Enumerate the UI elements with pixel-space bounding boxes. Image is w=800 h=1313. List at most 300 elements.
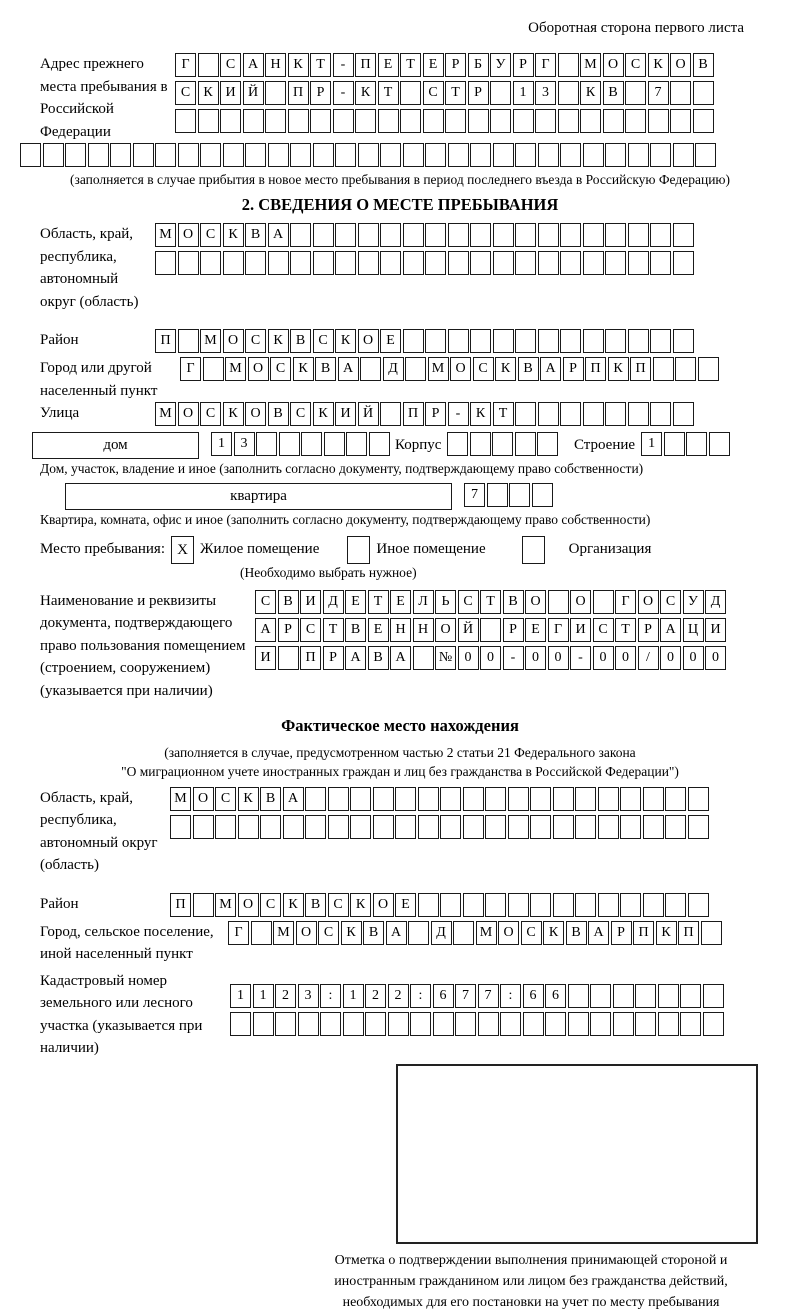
form-cell[interactable] bbox=[178, 251, 199, 275]
form-cell[interactable] bbox=[695, 143, 716, 167]
form-cell[interactable] bbox=[538, 143, 559, 167]
form-cell[interactable]: Е bbox=[395, 893, 416, 917]
form-cell[interactable]: И bbox=[255, 646, 276, 670]
form-cell[interactable]: 0 bbox=[615, 646, 636, 670]
form-cell[interactable] bbox=[278, 646, 299, 670]
form-cell[interactable]: О bbox=[238, 893, 259, 917]
form-cell[interactable] bbox=[279, 432, 300, 456]
form-cell[interactable] bbox=[493, 143, 514, 167]
form-cell[interactable] bbox=[523, 1012, 544, 1036]
form-cell[interactable] bbox=[403, 143, 424, 167]
form-cell[interactable] bbox=[335, 223, 356, 247]
form-cell[interactable]: Е bbox=[368, 618, 389, 642]
form-cell[interactable] bbox=[605, 329, 626, 353]
form-cell[interactable]: О bbox=[570, 590, 591, 614]
form-cell[interactable] bbox=[673, 402, 694, 426]
form-cell[interactable]: Т bbox=[493, 402, 514, 426]
form-cell[interactable]: Д bbox=[323, 590, 344, 614]
form-cell[interactable] bbox=[558, 81, 579, 105]
form-cell[interactable] bbox=[313, 223, 334, 247]
form-cell[interactable]: П bbox=[300, 646, 321, 670]
form-cell[interactable]: Г bbox=[548, 618, 569, 642]
form-cell[interactable]: А bbox=[283, 787, 304, 811]
form-cell[interactable] bbox=[223, 143, 244, 167]
form-cell[interactable] bbox=[455, 1012, 476, 1036]
form-cell[interactable] bbox=[328, 815, 349, 839]
form-cell[interactable]: М bbox=[200, 329, 221, 353]
form-cell[interactable] bbox=[333, 109, 354, 133]
form-cell[interactable] bbox=[688, 815, 709, 839]
form-cell[interactable] bbox=[448, 143, 469, 167]
form-cell[interactable] bbox=[658, 984, 679, 1008]
form-cell[interactable] bbox=[133, 143, 154, 167]
form-cell[interactable]: / bbox=[638, 646, 659, 670]
form-cell[interactable] bbox=[688, 893, 709, 917]
form-cell[interactable]: О bbox=[223, 329, 244, 353]
form-cell[interactable]: А bbox=[338, 357, 359, 381]
form-cell[interactable] bbox=[665, 893, 686, 917]
form-cell[interactable] bbox=[380, 402, 401, 426]
form-cell[interactable] bbox=[583, 251, 604, 275]
form-cell[interactable]: С bbox=[593, 618, 614, 642]
form-cell[interactable]: К bbox=[313, 402, 334, 426]
form-cell[interactable] bbox=[693, 109, 714, 133]
form-cell[interactable] bbox=[673, 143, 694, 167]
form-cell[interactable] bbox=[613, 984, 634, 1008]
form-cell[interactable]: С bbox=[458, 590, 479, 614]
form-cell[interactable] bbox=[701, 921, 722, 945]
form-cell[interactable]: 3 bbox=[298, 984, 319, 1008]
form-cell[interactable]: 3 bbox=[535, 81, 556, 105]
form-cell[interactable]: А bbox=[243, 53, 264, 77]
form-cell[interactable] bbox=[650, 143, 671, 167]
form-cell[interactable] bbox=[605, 143, 626, 167]
form-cell[interactable] bbox=[335, 251, 356, 275]
form-cell[interactable]: А bbox=[255, 618, 276, 642]
form-cell[interactable]: О bbox=[603, 53, 624, 77]
form-cell[interactable]: Н bbox=[265, 53, 286, 77]
form-cell[interactable] bbox=[625, 109, 646, 133]
form-cell[interactable]: М bbox=[155, 402, 176, 426]
form-cell[interactable] bbox=[245, 143, 266, 167]
form-cell[interactable]: 6 bbox=[545, 984, 566, 1008]
form-cell[interactable]: Е bbox=[423, 53, 444, 77]
form-cell[interactable] bbox=[515, 329, 536, 353]
form-cell[interactable] bbox=[380, 143, 401, 167]
form-cell[interactable]: Е bbox=[390, 590, 411, 614]
form-cell[interactable]: К bbox=[495, 357, 516, 381]
form-cell[interactable]: С bbox=[200, 223, 221, 247]
form-cell[interactable] bbox=[558, 53, 579, 77]
form-cell[interactable] bbox=[628, 143, 649, 167]
form-cell[interactable] bbox=[170, 815, 191, 839]
form-cell[interactable] bbox=[418, 815, 439, 839]
form-cell[interactable]: С bbox=[290, 402, 311, 426]
house-type-box[interactable]: дом bbox=[32, 432, 199, 459]
form-cell[interactable]: № bbox=[435, 646, 456, 670]
form-cell[interactable] bbox=[203, 357, 224, 381]
form-cell[interactable] bbox=[445, 109, 466, 133]
form-cell[interactable]: О bbox=[638, 590, 659, 614]
form-cell[interactable] bbox=[448, 329, 469, 353]
form-cell[interactable] bbox=[470, 329, 491, 353]
form-cell[interactable] bbox=[493, 251, 514, 275]
form-cell[interactable]: 1 bbox=[343, 984, 364, 1008]
form-cell[interactable]: Д bbox=[705, 590, 726, 614]
form-cell[interactable]: : bbox=[410, 984, 431, 1008]
form-cell[interactable]: Р bbox=[563, 357, 584, 381]
form-cell[interactable] bbox=[350, 815, 371, 839]
form-cell[interactable]: П bbox=[288, 81, 309, 105]
form-cell[interactable] bbox=[673, 329, 694, 353]
form-cell[interactable]: О bbox=[373, 893, 394, 917]
form-cell[interactable] bbox=[643, 893, 664, 917]
form-cell[interactable]: К bbox=[238, 787, 259, 811]
form-cell[interactable] bbox=[650, 329, 671, 353]
form-cell[interactable]: Г bbox=[180, 357, 201, 381]
form-cell[interactable] bbox=[508, 893, 529, 917]
form-cell[interactable] bbox=[223, 251, 244, 275]
form-cell[interactable] bbox=[288, 109, 309, 133]
form-cell[interactable] bbox=[686, 432, 707, 456]
form-cell[interactable] bbox=[20, 143, 41, 167]
form-cell[interactable] bbox=[343, 1012, 364, 1036]
form-cell[interactable] bbox=[538, 223, 559, 247]
form-cell[interactable]: С bbox=[625, 53, 646, 77]
form-cell[interactable] bbox=[358, 223, 379, 247]
form-cell[interactable] bbox=[653, 357, 674, 381]
form-cell[interactable]: В bbox=[368, 646, 389, 670]
form-cell[interactable] bbox=[515, 143, 536, 167]
form-cell[interactable]: В bbox=[693, 53, 714, 77]
form-cell[interactable]: 0 bbox=[458, 646, 479, 670]
form-cell[interactable] bbox=[313, 143, 334, 167]
form-cell[interactable] bbox=[598, 815, 619, 839]
form-cell[interactable] bbox=[346, 432, 367, 456]
form-cell[interactable] bbox=[448, 223, 469, 247]
form-cell[interactable] bbox=[358, 251, 379, 275]
form-cell[interactable] bbox=[703, 984, 724, 1008]
organization-checkbox[interactable] bbox=[522, 536, 545, 564]
form-cell[interactable] bbox=[440, 893, 461, 917]
form-cell[interactable] bbox=[324, 432, 345, 456]
form-cell[interactable]: С bbox=[215, 787, 236, 811]
form-cell[interactable]: В bbox=[518, 357, 539, 381]
form-cell[interactable] bbox=[215, 815, 236, 839]
form-cell[interactable] bbox=[265, 109, 286, 133]
form-cell[interactable]: О bbox=[193, 787, 214, 811]
form-cell[interactable]: 7 bbox=[648, 81, 669, 105]
form-cell[interactable] bbox=[553, 787, 574, 811]
form-cell[interactable] bbox=[243, 109, 264, 133]
form-cell[interactable]: М bbox=[273, 921, 294, 945]
form-cell[interactable]: В bbox=[305, 893, 326, 917]
form-cell[interactable] bbox=[253, 1012, 274, 1036]
form-cell[interactable]: К bbox=[350, 893, 371, 917]
form-cell[interactable] bbox=[583, 143, 604, 167]
form-cell[interactable]: В bbox=[278, 590, 299, 614]
form-cell[interactable] bbox=[688, 787, 709, 811]
form-cell[interactable]: К bbox=[223, 223, 244, 247]
form-cell[interactable] bbox=[532, 483, 553, 507]
form-cell[interactable] bbox=[673, 251, 694, 275]
form-cell[interactable]: В bbox=[245, 223, 266, 247]
form-cell[interactable]: С bbox=[270, 357, 291, 381]
form-cell[interactable] bbox=[405, 357, 426, 381]
form-cell[interactable]: У bbox=[683, 590, 704, 614]
form-cell[interactable]: П bbox=[155, 329, 176, 353]
form-cell[interactable] bbox=[423, 109, 444, 133]
form-cell[interactable] bbox=[485, 815, 506, 839]
form-cell[interactable]: 0 bbox=[705, 646, 726, 670]
form-cell[interactable] bbox=[698, 357, 719, 381]
form-cell[interactable] bbox=[650, 251, 671, 275]
form-cell[interactable] bbox=[658, 1012, 679, 1036]
form-cell[interactable]: К bbox=[543, 921, 564, 945]
form-cell[interactable] bbox=[538, 402, 559, 426]
form-cell[interactable] bbox=[388, 1012, 409, 1036]
form-cell[interactable]: К bbox=[288, 53, 309, 77]
form-cell[interactable] bbox=[425, 143, 446, 167]
form-cell[interactable]: О bbox=[525, 590, 546, 614]
form-cell[interactable] bbox=[320, 1012, 341, 1036]
form-cell[interactable]: А bbox=[386, 921, 407, 945]
form-cell[interactable]: П bbox=[403, 402, 424, 426]
form-cell[interactable] bbox=[440, 815, 461, 839]
form-cell[interactable]: Ь bbox=[435, 590, 456, 614]
form-cell[interactable] bbox=[418, 893, 439, 917]
form-cell[interactable]: - bbox=[333, 53, 354, 77]
form-cell[interactable] bbox=[408, 921, 429, 945]
form-cell[interactable]: К bbox=[293, 357, 314, 381]
form-cell[interactable]: К bbox=[355, 81, 376, 105]
form-cell[interactable]: 0 bbox=[525, 646, 546, 670]
form-cell[interactable]: С bbox=[200, 402, 221, 426]
form-cell[interactable] bbox=[178, 143, 199, 167]
form-cell[interactable]: Л bbox=[413, 590, 434, 614]
form-cell[interactable] bbox=[478, 1012, 499, 1036]
form-cell[interactable] bbox=[515, 223, 536, 247]
form-cell[interactable] bbox=[628, 329, 649, 353]
form-cell[interactable]: С bbox=[245, 329, 266, 353]
form-cell[interactable] bbox=[193, 815, 214, 839]
form-cell[interactable]: И bbox=[220, 81, 241, 105]
form-cell[interactable] bbox=[425, 223, 446, 247]
form-cell[interactable]: Й bbox=[243, 81, 264, 105]
form-cell[interactable] bbox=[290, 223, 311, 247]
form-cell[interactable]: С bbox=[318, 921, 339, 945]
form-cell[interactable] bbox=[620, 893, 641, 917]
form-cell[interactable] bbox=[290, 143, 311, 167]
form-cell[interactable] bbox=[220, 109, 241, 133]
form-cell[interactable]: 2 bbox=[275, 984, 296, 1008]
form-cell[interactable]: К bbox=[608, 357, 629, 381]
form-cell[interactable] bbox=[463, 815, 484, 839]
form-cell[interactable]: : bbox=[320, 984, 341, 1008]
form-cell[interactable]: К bbox=[341, 921, 362, 945]
form-cell[interactable]: Н bbox=[390, 618, 411, 642]
form-cell[interactable] bbox=[538, 251, 559, 275]
form-cell[interactable] bbox=[373, 815, 394, 839]
form-cell[interactable]: Р bbox=[323, 646, 344, 670]
form-cell[interactable] bbox=[643, 815, 664, 839]
form-cell[interactable]: - bbox=[333, 81, 354, 105]
form-cell[interactable] bbox=[110, 143, 131, 167]
form-cell[interactable] bbox=[593, 590, 614, 614]
form-cell[interactable] bbox=[328, 787, 349, 811]
form-cell[interactable] bbox=[433, 1012, 454, 1036]
form-cell[interactable] bbox=[598, 893, 619, 917]
form-cell[interactable] bbox=[43, 143, 64, 167]
form-cell[interactable] bbox=[468, 109, 489, 133]
form-cell[interactable] bbox=[492, 432, 513, 456]
form-cell[interactable] bbox=[583, 329, 604, 353]
form-cell[interactable]: П bbox=[585, 357, 606, 381]
form-cell[interactable] bbox=[448, 251, 469, 275]
form-cell[interactable]: А bbox=[268, 223, 289, 247]
form-cell[interactable] bbox=[378, 109, 399, 133]
form-cell[interactable] bbox=[313, 251, 334, 275]
form-cell[interactable]: О bbox=[498, 921, 519, 945]
form-cell[interactable]: 0 bbox=[548, 646, 569, 670]
form-cell[interactable]: П bbox=[355, 53, 376, 77]
form-cell[interactable] bbox=[620, 787, 641, 811]
form-cell[interactable]: О bbox=[248, 357, 269, 381]
form-cell[interactable] bbox=[500, 1012, 521, 1036]
form-cell[interactable]: В bbox=[260, 787, 281, 811]
form-cell[interactable] bbox=[490, 109, 511, 133]
form-cell[interactable] bbox=[453, 921, 474, 945]
form-cell[interactable] bbox=[530, 815, 551, 839]
form-cell[interactable]: - bbox=[448, 402, 469, 426]
form-cell[interactable] bbox=[493, 329, 514, 353]
form-cell[interactable] bbox=[560, 143, 581, 167]
form-cell[interactable] bbox=[625, 81, 646, 105]
form-cell[interactable]: Р bbox=[278, 618, 299, 642]
form-cell[interactable]: М bbox=[155, 223, 176, 247]
form-cell[interactable] bbox=[403, 329, 424, 353]
form-cell[interactable] bbox=[583, 223, 604, 247]
form-cell[interactable]: Р bbox=[425, 402, 446, 426]
form-cell[interactable] bbox=[365, 1012, 386, 1036]
form-cell[interactable]: П bbox=[678, 921, 699, 945]
form-cell[interactable] bbox=[485, 893, 506, 917]
form-cell[interactable]: Р bbox=[638, 618, 659, 642]
form-cell[interactable]: 7 bbox=[455, 984, 476, 1008]
form-cell[interactable] bbox=[425, 329, 446, 353]
form-cell[interactable] bbox=[418, 787, 439, 811]
form-cell[interactable]: О bbox=[245, 402, 266, 426]
form-cell[interactable] bbox=[515, 432, 536, 456]
form-cell[interactable] bbox=[400, 81, 421, 105]
form-cell[interactable] bbox=[605, 402, 626, 426]
form-cell[interactable] bbox=[670, 109, 691, 133]
form-cell[interactable] bbox=[575, 787, 596, 811]
form-cell[interactable]: - bbox=[503, 646, 524, 670]
form-cell[interactable]: Г bbox=[615, 590, 636, 614]
form-cell[interactable]: 7 bbox=[464, 483, 485, 507]
form-cell[interactable] bbox=[508, 787, 529, 811]
form-cell[interactable] bbox=[580, 109, 601, 133]
form-cell[interactable] bbox=[560, 223, 581, 247]
form-cell[interactable]: С bbox=[260, 893, 281, 917]
form-cell[interactable] bbox=[283, 815, 304, 839]
form-cell[interactable]: В bbox=[315, 357, 336, 381]
form-cell[interactable] bbox=[509, 483, 530, 507]
form-cell[interactable] bbox=[463, 893, 484, 917]
form-cell[interactable] bbox=[305, 787, 326, 811]
form-cell[interactable]: К bbox=[648, 53, 669, 77]
form-cell[interactable] bbox=[493, 223, 514, 247]
form-cell[interactable] bbox=[508, 815, 529, 839]
form-cell[interactable] bbox=[256, 432, 277, 456]
form-cell[interactable]: У bbox=[490, 53, 511, 77]
form-cell[interactable]: С bbox=[175, 81, 196, 105]
form-cell[interactable]: В bbox=[603, 81, 624, 105]
form-cell[interactable] bbox=[358, 143, 379, 167]
form-cell[interactable] bbox=[665, 787, 686, 811]
form-cell[interactable] bbox=[413, 646, 434, 670]
form-cell[interactable]: Р bbox=[503, 618, 524, 642]
form-cell[interactable]: М bbox=[170, 787, 191, 811]
form-cell[interactable] bbox=[470, 432, 491, 456]
form-cell[interactable]: Р bbox=[445, 53, 466, 77]
form-cell[interactable] bbox=[335, 143, 356, 167]
form-cell[interactable]: Р bbox=[468, 81, 489, 105]
form-cell[interactable]: Г bbox=[228, 921, 249, 945]
form-cell[interactable]: М bbox=[580, 53, 601, 77]
form-cell[interactable]: Й bbox=[458, 618, 479, 642]
form-cell[interactable] bbox=[693, 81, 714, 105]
form-cell[interactable] bbox=[568, 1012, 589, 1036]
form-cell[interactable]: 6 bbox=[523, 984, 544, 1008]
form-cell[interactable] bbox=[703, 1012, 724, 1036]
form-cell[interactable] bbox=[410, 1012, 431, 1036]
form-cell[interactable] bbox=[485, 787, 506, 811]
form-cell[interactable]: Б bbox=[468, 53, 489, 77]
form-cell[interactable] bbox=[538, 329, 559, 353]
form-cell[interactable]: В bbox=[566, 921, 587, 945]
form-cell[interactable]: Й bbox=[358, 402, 379, 426]
form-cell[interactable] bbox=[193, 893, 214, 917]
form-cell[interactable] bbox=[265, 81, 286, 105]
form-cell[interactable] bbox=[238, 815, 259, 839]
form-cell[interactable]: 7 bbox=[478, 984, 499, 1008]
form-cell[interactable] bbox=[650, 402, 671, 426]
form-cell[interactable] bbox=[635, 984, 656, 1008]
form-cell[interactable] bbox=[560, 402, 581, 426]
form-cell[interactable] bbox=[200, 143, 221, 167]
form-cell[interactable]: Д bbox=[383, 357, 404, 381]
form-cell[interactable]: О bbox=[178, 402, 199, 426]
form-cell[interactable]: И bbox=[300, 590, 321, 614]
form-cell[interactable] bbox=[548, 590, 569, 614]
form-cell[interactable] bbox=[260, 815, 281, 839]
form-cell[interactable]: И bbox=[335, 402, 356, 426]
form-cell[interactable]: 0 bbox=[593, 646, 614, 670]
form-cell[interactable]: В bbox=[268, 402, 289, 426]
form-cell[interactable]: Д bbox=[431, 921, 452, 945]
form-cell[interactable]: Т bbox=[368, 590, 389, 614]
form-cell[interactable] bbox=[545, 1012, 566, 1036]
form-cell[interactable]: О bbox=[670, 53, 691, 77]
form-cell[interactable] bbox=[487, 483, 508, 507]
form-cell[interactable]: 2 bbox=[388, 984, 409, 1008]
apartment-type-box[interactable]: квартира bbox=[65, 483, 452, 510]
form-cell[interactable] bbox=[583, 402, 604, 426]
form-cell[interactable]: 1 bbox=[230, 984, 251, 1008]
form-cell[interactable]: С bbox=[521, 921, 542, 945]
